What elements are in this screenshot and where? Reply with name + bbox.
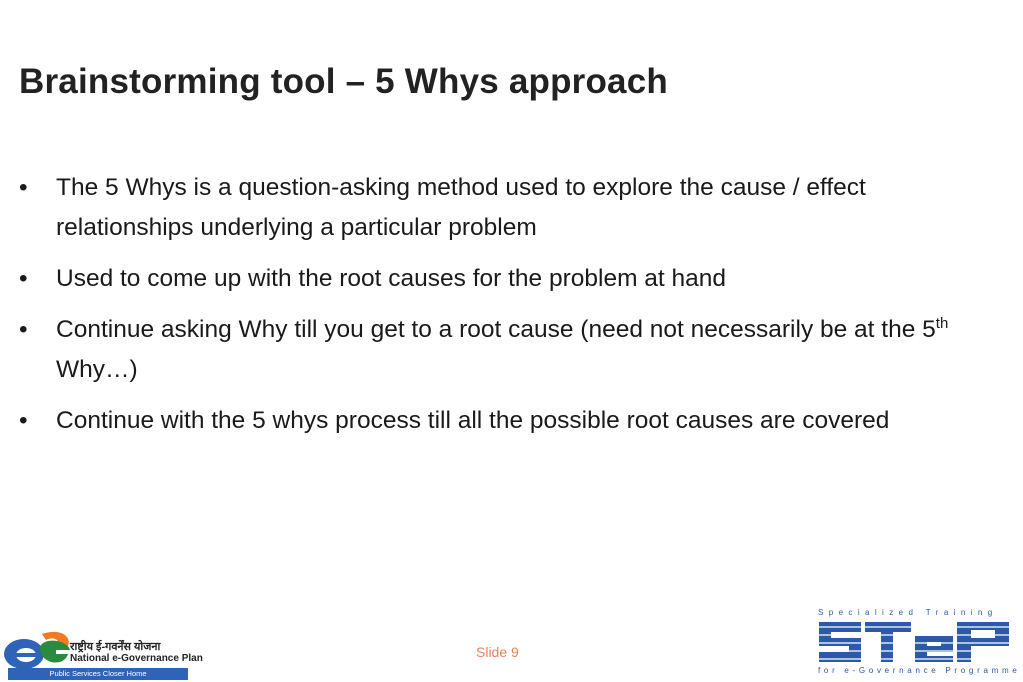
bullet-text: The 5 Whys is a question-asking method used to explore the cause / effect relationships underlying a particular problem <box>56 174 866 241</box>
bullet-item <box>19 259 1009 299</box>
negp-logo <box>0 620 203 680</box>
negp-tagline: Public Services Closer Home <box>8 668 188 680</box>
bullet-text: Continue with the 5 whys process till all the possible root causes are covered <box>56 407 890 434</box>
eg-logo-icon <box>2 624 72 672</box>
bullet-text <box>56 310 1009 390</box>
bullet-item <box>19 168 1009 248</box>
bullet-text-part: Why…) <box>56 356 138 383</box>
bullet-marker: • <box>19 316 28 343</box>
bullet-marker: • <box>19 265 28 292</box>
bullet-marker: • <box>19 174 28 201</box>
bullet-marker: • <box>19 407 28 434</box>
bullet-text-part: Continue asking Why till you get to a root cause (need not necessarily be at the 5 <box>56 316 936 343</box>
negp-english-name: National e-Governance Plan <box>70 653 203 664</box>
negp-hindi-name: राष्ट्रीय ई-गवर्नेंस योजना <box>70 641 161 653</box>
bullet-item <box>19 310 1009 390</box>
superscript: th <box>935 314 949 332</box>
bullet-item <box>19 401 1009 441</box>
step-top-tagline: Specialized Training <box>818 608 998 617</box>
step-logo-icon <box>815 618 1015 666</box>
bullet-text: Used to come up with the root causes for the problem at hand <box>56 265 727 292</box>
step-logo <box>815 606 1021 682</box>
step-bottom-tagline: for e-Governance Programme <box>818 666 1021 675</box>
slide-title: Brainstorming tool – 5 Whys approach <box>19 62 668 101</box>
bullet-list <box>19 168 1009 452</box>
slide-number: Slide 9 <box>476 644 519 660</box>
